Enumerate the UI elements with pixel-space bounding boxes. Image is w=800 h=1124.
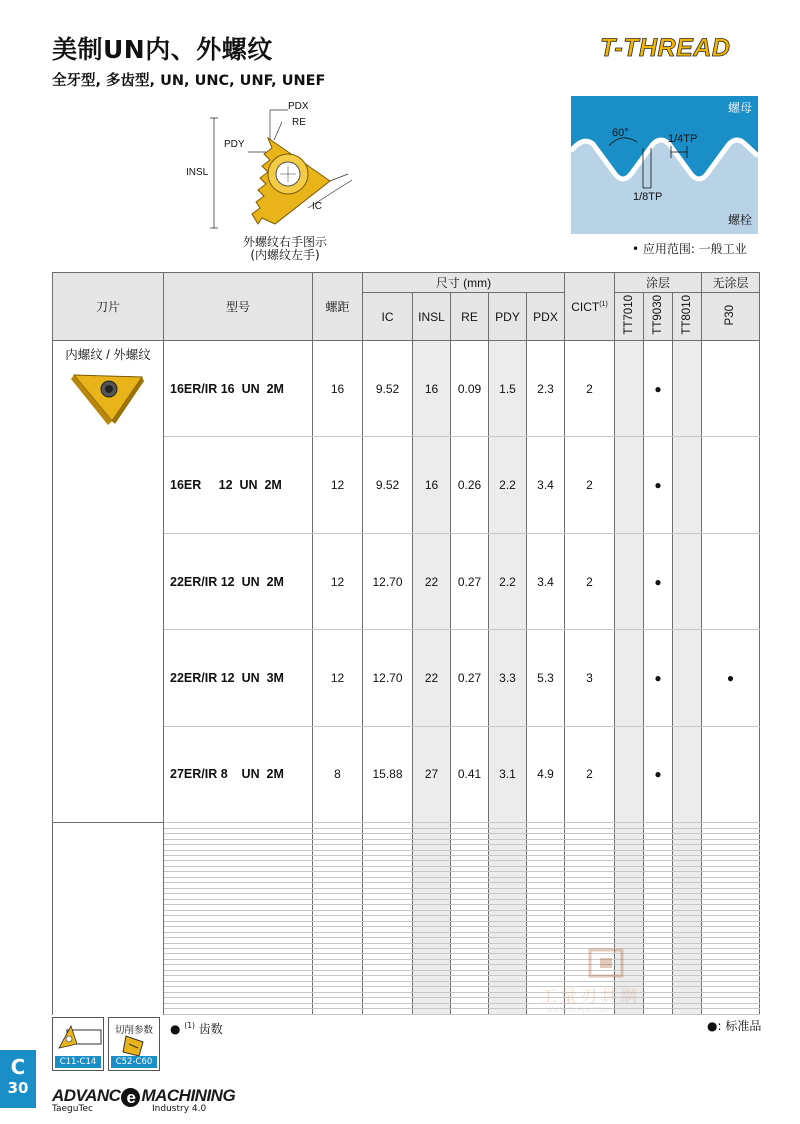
- spec-table-body: [53, 341, 760, 1015]
- header-uncoated: 无涂层: [702, 273, 760, 293]
- p30-cell: [702, 437, 760, 533]
- footnote: ● $^{(1)}$ 齿数: [170, 1021, 223, 1036]
- pitch-cell: 8: [313, 726, 363, 823]
- header-dimensions: 尺寸 (mm): [363, 273, 565, 293]
- header-tt7010-text: TT7010: [622, 295, 635, 335]
- thread-quarter-tp: 1/4TP: [668, 133, 698, 145]
- caption-line-1: 外螺纹右手图示: [242, 235, 327, 249]
- insert-photo: [68, 367, 148, 425]
- header-cict: [565, 273, 615, 341]
- thread-eighth-tp: 1/8TP: [633, 191, 663, 203]
- model-cell: 22ER/IR 12 UN 2M: [164, 533, 313, 629]
- logo-part-2: MACHINING: [141, 1086, 236, 1105]
- tt9030-cell: ●: [644, 533, 673, 629]
- pdx-cell: 2.3: [527, 341, 565, 437]
- table-row: [53, 341, 760, 437]
- tt8010-cell: [673, 341, 702, 437]
- re-cell: [451, 1009, 489, 1015]
- cict-cell: 2: [565, 726, 615, 823]
- header-insl: INSL: [413, 293, 451, 341]
- footnote-sup: (1): [184, 1021, 195, 1030]
- pdy-cell: 2.2: [489, 437, 527, 533]
- p30-cell: [702, 1009, 760, 1015]
- pitch-cell: 12: [313, 437, 363, 533]
- header-tt8010-text: TT8010: [680, 295, 693, 335]
- pdy-cell: 2.2: [489, 533, 527, 629]
- pdx-cell: 3.4: [527, 533, 565, 629]
- pdx-cell: 5.3: [527, 630, 565, 726]
- pdy-cell: [489, 1009, 527, 1015]
- header-tt9030: [644, 293, 673, 341]
- p30-cell: ●: [702, 630, 760, 726]
- ref-box-cutting-params[interactable]: [108, 1017, 160, 1071]
- ref-box-toolholder[interactable]: [52, 1017, 104, 1071]
- insert-type-label: 内螺纹 / 外螺纹: [65, 348, 151, 362]
- header-insert: 刀片: [53, 273, 164, 341]
- label-ic: IC: [312, 201, 322, 212]
- tt7010-cell: [615, 726, 644, 823]
- re-cell: 0.41: [451, 726, 489, 823]
- header-cict-sup: (1): [599, 300, 608, 308]
- standard-legend: ●: 标准品: [707, 1019, 762, 1033]
- cutting-params-label: 切削参数: [114, 1025, 153, 1036]
- logo-e-mark: e: [121, 1088, 140, 1107]
- header-tt8010: [673, 293, 702, 341]
- tt8010-cell: [673, 630, 702, 726]
- tt8010-cell: [673, 533, 702, 629]
- watermark: [538, 948, 678, 1018]
- thread-nut-label: 螺母: [728, 101, 753, 115]
- pdx-cell: 4.9: [527, 726, 565, 823]
- tt9030-cell: ●: [644, 437, 673, 533]
- header-re: RE: [451, 293, 489, 341]
- cict-cell: 3: [565, 630, 615, 726]
- insl-dimension-line: [210, 118, 218, 228]
- re-cell: 0.27: [451, 533, 489, 629]
- header-tt9030-text: TT9030: [651, 295, 664, 335]
- tt9030-cell: ●: [644, 341, 673, 437]
- page-subtitle: 全牙型, 多齿型, UN, UNC, UNF, UNEF: [52, 73, 326, 89]
- pitch-cell: [313, 1009, 363, 1015]
- ic-cell: 9.52: [363, 341, 413, 437]
- model-cell: 27ER/IR 8 UN 2M: [164, 726, 313, 823]
- label-pdx: PDX: [288, 101, 309, 112]
- model-cell: [164, 1009, 313, 1015]
- re-cell: 0.27: [451, 630, 489, 726]
- tt8010-cell: [673, 437, 702, 533]
- watermark-text: 工量刃具網: [540, 987, 640, 1007]
- pitch-cell: 12: [313, 533, 363, 629]
- spec-table: [52, 272, 760, 1015]
- insert-empty-cell: [53, 1009, 164, 1015]
- insl-cell: 22: [413, 533, 451, 629]
- section-tab: [0, 1050, 36, 1108]
- pdx-cell: 3.4: [527, 437, 565, 533]
- pitch-cell: 12: [313, 630, 363, 726]
- model-cell: 22ER/IR 12 UN 3M: [164, 630, 313, 726]
- tt7010-cell: [615, 341, 644, 437]
- tt9030-cell: ●: [644, 630, 673, 726]
- ic-cell: 15.88: [363, 726, 413, 823]
- p30-cell: [702, 341, 760, 437]
- drawing-caption: [225, 236, 345, 262]
- cict-cell: 2: [565, 533, 615, 629]
- header-cict-text: CICT: [571, 299, 600, 314]
- label-pdy: PDY: [224, 139, 245, 150]
- insl-cell: [413, 1009, 451, 1015]
- footnote-text: 齿数: [198, 1022, 223, 1036]
- thread-angle: 60°: [612, 127, 629, 139]
- insert-type-cell: [53, 341, 164, 823]
- header-pdx: PDX: [527, 293, 565, 341]
- cict-cell: 2: [565, 437, 615, 533]
- ref-tag-c52: C52-C60: [111, 1056, 157, 1068]
- cutting-params-icon: [109, 1034, 159, 1058]
- pitch-cell: 16: [313, 341, 363, 437]
- header-model: 型号: [164, 273, 313, 341]
- ref-tag-c11: C11-C14: [55, 1056, 101, 1068]
- model-cell: 16ER 12 UN 2M: [164, 437, 313, 533]
- watermark-emblem: [586, 948, 626, 980]
- label-insl: INSL: [186, 167, 209, 178]
- ic-cell: [363, 1009, 413, 1015]
- header-tt7010: [615, 293, 644, 341]
- insl-cell: 16: [413, 437, 451, 533]
- header-pitch: 螺距: [313, 273, 363, 341]
- logo-part-1: ADVANC: [52, 1086, 121, 1105]
- page-number: 30: [7, 1079, 29, 1097]
- model-cell: 16ER/IR 16 UN 2M: [164, 341, 313, 437]
- application-note: • 应用范围: 一般工业: [632, 242, 747, 256]
- insl-cell: 16: [413, 341, 451, 437]
- p30-cell: [702, 533, 760, 629]
- insl-cell: 27: [413, 726, 451, 823]
- ic-cell: 12.70: [363, 630, 413, 726]
- re-cell: 0.09: [451, 341, 489, 437]
- caption-line-2: (内螺纹左手): [250, 248, 320, 262]
- tt9030-cell: ●: [644, 726, 673, 823]
- logo-industry: Industry 4.0: [152, 1104, 207, 1114]
- ic-cell: 12.70: [363, 533, 413, 629]
- header-coated: 涂层: [615, 273, 702, 293]
- tt8010-cell: [673, 726, 702, 823]
- cict-cell: 2: [565, 341, 615, 437]
- insert-drawing: [180, 96, 370, 238]
- tt7010-cell: [615, 630, 644, 726]
- insl-cell: 22: [413, 630, 451, 726]
- label-re: RE: [292, 117, 306, 128]
- header-p30-text: P30: [724, 304, 737, 326]
- thread-bolt-label: 螺栓: [728, 213, 753, 227]
- ic-cell: 9.52: [363, 437, 413, 533]
- header-p30: [702, 293, 760, 341]
- thread-profile-diagram: [571, 96, 758, 234]
- t-thread-logo: T-THREAD: [600, 34, 731, 62]
- pdy-cell: 1.5: [489, 341, 527, 437]
- watermark-url: WWW.GLRJW.COM: [546, 1006, 610, 1014]
- re-cell: 0.26: [451, 437, 489, 533]
- tt7010-cell: [615, 437, 644, 533]
- section-letter: C: [10, 1055, 26, 1079]
- header-ic: IC: [363, 293, 413, 341]
- page-title: 美制UN内、外螺纹: [52, 35, 273, 64]
- pdy-cell: 3.1: [489, 726, 527, 823]
- pdy-cell: 3.3: [489, 630, 527, 726]
- logo-company: TaeguTec: [52, 1104, 93, 1114]
- tt7010-cell: [615, 533, 644, 629]
- header-pdy: PDY: [489, 293, 527, 341]
- toolholder-icon: [53, 1020, 103, 1058]
- p30-cell: [702, 726, 760, 823]
